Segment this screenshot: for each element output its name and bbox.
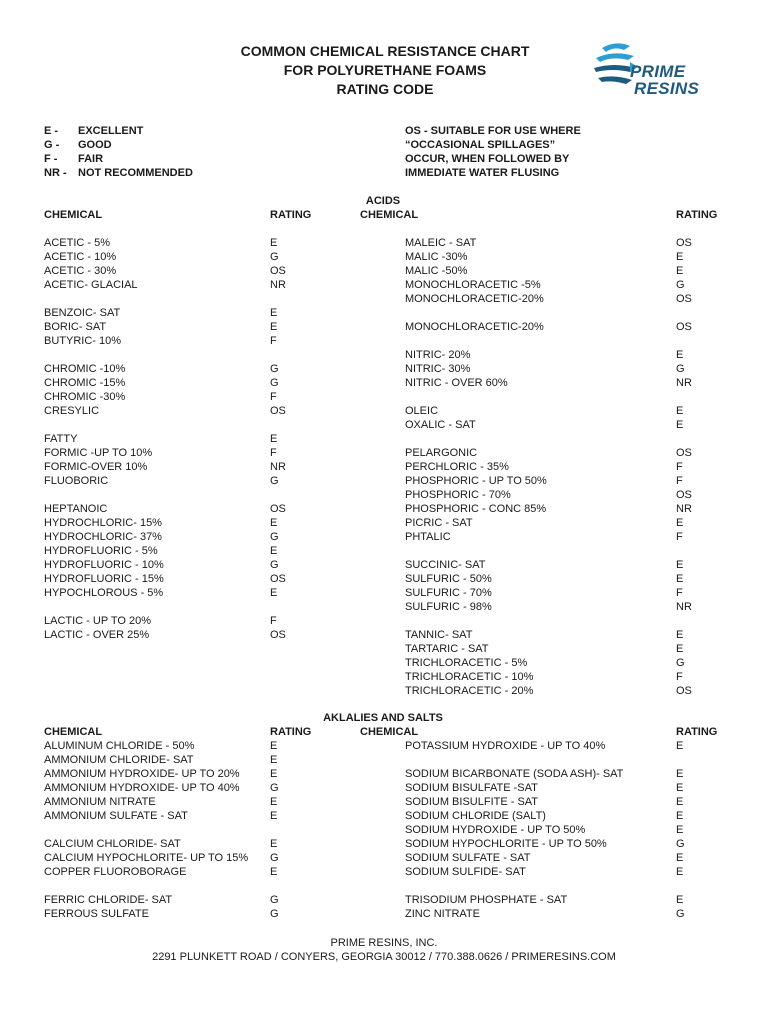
alkalies-left-rating-column bbox=[270, 739, 279, 921]
chemical-name: FORMIC-OVER 10% bbox=[44, 461, 148, 473]
chemical-name bbox=[405, 306, 547, 320]
chemical-name: CALCIUM HYPOCHLORITE- UP TO 15% bbox=[44, 852, 249, 864]
chemical-name: HYPOCHLOROUS - 5% bbox=[44, 587, 164, 599]
chemical-name: SULFURIC - 70% bbox=[405, 587, 492, 599]
rating-value: E bbox=[676, 740, 684, 752]
rating-value: E bbox=[270, 810, 278, 822]
title-line: COMMON CHEMICAL RESISTANCE CHART bbox=[240, 43, 530, 59]
chemical-name bbox=[44, 600, 164, 614]
rating-value: NR bbox=[270, 279, 286, 291]
chemical-name: HYDROFLUORIC - 5% bbox=[44, 545, 158, 557]
rating-value: F bbox=[270, 615, 277, 627]
rating-value: F bbox=[676, 671, 683, 683]
legend-code: F - bbox=[44, 153, 58, 165]
chemical-name: SODIUM BISULFATE -SAT bbox=[405, 782, 538, 794]
legend-meaning: FAIR bbox=[78, 153, 104, 165]
rating-value: F bbox=[676, 461, 683, 473]
chemical-name bbox=[405, 879, 623, 893]
chemical-name: TARTARIC - SAT bbox=[405, 643, 489, 655]
acids-right-chemical-column bbox=[405, 236, 547, 698]
chemical-name: BORIC- SAT bbox=[44, 321, 107, 333]
chemical-name bbox=[44, 879, 248, 893]
logo-text-resins: RESINS bbox=[634, 79, 700, 98]
chemical-name: SODIUM SULFIDE- SAT bbox=[405, 866, 526, 878]
rating-value: OS bbox=[676, 293, 692, 305]
rating-value: E bbox=[676, 265, 684, 277]
rating-value: E bbox=[270, 433, 278, 445]
rating-value: E bbox=[676, 251, 684, 263]
legend-code: G - bbox=[44, 139, 60, 151]
chemical-name: HEPTANOIC bbox=[44, 503, 108, 515]
rating-value: E bbox=[676, 643, 684, 655]
chemical-name: BENZOIC- SAT bbox=[44, 307, 121, 319]
chemical-name bbox=[405, 614, 547, 628]
chemical-name: MALEIC - SAT bbox=[405, 237, 477, 249]
rating-value: G bbox=[676, 838, 685, 850]
chemical-name: AMMONIUM NITRATE bbox=[44, 796, 156, 808]
rating-value: G bbox=[676, 363, 685, 375]
rating-value: OS bbox=[676, 321, 692, 333]
rating-value: G bbox=[270, 363, 279, 375]
rating-value: E bbox=[270, 237, 278, 249]
alkalies-section-title: AKLALIES AND SALTS bbox=[323, 712, 443, 724]
chemical-name: MONOCHLORACETIC-20% bbox=[405, 321, 544, 333]
rating-value: OS bbox=[270, 503, 286, 515]
footer-address: 2291 PLUNKETT ROAD / CONYERS, GEORGIA 30012 / 770.388.0626 / PRIMERESINS.COM bbox=[152, 951, 616, 963]
rating-value: E bbox=[270, 517, 278, 529]
chemical-name: SODIUM HYPOCHLORITE - UP TO 50% bbox=[405, 838, 607, 850]
legend-row bbox=[44, 124, 193, 138]
rating-value bbox=[676, 334, 692, 348]
rating-value: F bbox=[270, 391, 277, 403]
rating-value bbox=[676, 306, 692, 320]
rating-value: E bbox=[676, 559, 684, 571]
chemical-name: ACETIC- GLACIAL bbox=[44, 279, 138, 291]
rating-value: E bbox=[270, 740, 278, 752]
chemical-name: OLEIC bbox=[405, 405, 439, 417]
chemical-name: FATTY bbox=[44, 433, 78, 445]
rating-value: G bbox=[270, 531, 279, 543]
legend-row bbox=[44, 152, 193, 166]
rating-value: OS bbox=[270, 573, 286, 585]
chemical-name: NITRIC - OVER 60% bbox=[405, 377, 508, 389]
alkalies-left-chemical-header: CHEMICAL bbox=[44, 726, 103, 738]
acids-right-rating-header: RATING bbox=[676, 209, 718, 221]
chemical-name: ACETIC - 5% bbox=[44, 237, 111, 249]
chemical-name: LACTIC - UP TO 20% bbox=[44, 615, 151, 627]
rating-value: OS bbox=[676, 489, 692, 501]
rating-value: G bbox=[270, 559, 279, 571]
chemical-name: FLUOBORIC bbox=[44, 475, 109, 487]
chemical-name: SODIUM HYDROXIDE - UP TO 50% bbox=[405, 824, 586, 836]
chemical-name: PHOSPHORIC - UP TO 50% bbox=[405, 475, 547, 487]
acids-left-chemical-header: CHEMICAL bbox=[44, 209, 103, 221]
rating-value: OS bbox=[676, 237, 692, 249]
chemical-name: SODIUM SULFATE - SAT bbox=[405, 852, 531, 864]
rating-value: E bbox=[676, 824, 684, 836]
chemical-name bbox=[44, 418, 164, 432]
chemical-name: TANNIC- SAT bbox=[405, 629, 473, 641]
rating-value bbox=[270, 823, 279, 837]
chemical-name: HYDROCHLORIC- 37% bbox=[44, 531, 162, 543]
rating-value: E bbox=[270, 866, 278, 878]
rating-value: F bbox=[676, 587, 683, 599]
rating-value: NR bbox=[676, 503, 692, 515]
acids-left-chemical-column bbox=[44, 236, 164, 642]
chemical-name: PELARGONIC bbox=[405, 447, 478, 459]
chemical-name: TRICHLORACETIC - 20% bbox=[405, 685, 534, 697]
chemical-name: FORMIC -UP TO 10% bbox=[44, 447, 153, 459]
rating-value: E bbox=[676, 768, 684, 780]
chemical-name: NITRIC- 30% bbox=[405, 363, 471, 375]
rating-value: OS bbox=[676, 447, 692, 459]
rating-value bbox=[270, 348, 286, 362]
title-line: RATING CODE bbox=[336, 81, 434, 97]
rating-value: E bbox=[270, 321, 278, 333]
chemical-name: PHTALIC bbox=[405, 531, 451, 543]
os-note-line: “OCCASIONAL SPILLAGES” bbox=[405, 139, 556, 151]
legend-meaning: EXCELLENT bbox=[78, 125, 144, 137]
rating-value: E bbox=[676, 349, 684, 361]
chemical-name: FERROUS SULFATE bbox=[44, 908, 149, 920]
chemical-name: SUCCINIC- SAT bbox=[405, 559, 486, 571]
chemical-name: ACETIC - 10% bbox=[44, 251, 117, 263]
legend-code: NR - bbox=[44, 167, 67, 179]
rating-value: G bbox=[270, 251, 279, 263]
chemical-name: COPPER FLUOROBORAGE bbox=[44, 866, 187, 878]
rating-value: E bbox=[270, 307, 278, 319]
chemical-name: BUTYRIC- 10% bbox=[44, 335, 122, 347]
alkalies-right-chemical-column bbox=[405, 739, 623, 921]
rating-value: E bbox=[676, 852, 684, 864]
rating-value: E bbox=[270, 754, 278, 766]
chemical-name: PHOSPHORIC - 70% bbox=[405, 489, 511, 501]
chemical-name: NITRIC- 20% bbox=[405, 349, 471, 361]
rating-value bbox=[270, 418, 286, 432]
rating-value: G bbox=[270, 782, 279, 794]
prime-resins-logo bbox=[594, 40, 724, 100]
chemical-name bbox=[44, 823, 248, 837]
rating-value: OS bbox=[270, 629, 286, 641]
rating-value: E bbox=[676, 782, 684, 794]
acids-right-chemical-header: CHEMICAL bbox=[360, 209, 419, 221]
rating-value: G bbox=[270, 377, 279, 389]
chemical-name: CALCIUM CHLORIDE- SAT bbox=[44, 838, 181, 850]
rating-value: F bbox=[676, 475, 683, 487]
rating-value: G bbox=[676, 657, 685, 669]
rating-value: F bbox=[270, 447, 277, 459]
rating-value: E bbox=[270, 768, 278, 780]
rating-value: E bbox=[676, 796, 684, 808]
chemical-name bbox=[405, 544, 547, 558]
acids-section-title: ACIDS bbox=[365, 195, 401, 207]
logo-text-prime: PRIME bbox=[630, 62, 686, 81]
rating-value bbox=[676, 390, 692, 404]
chemical-name: AMMONIUM CHLORIDE- SAT bbox=[44, 754, 194, 766]
os-note bbox=[405, 124, 581, 180]
chemical-name: HYDROCHLORIC- 15% bbox=[44, 517, 162, 529]
rating-value: G bbox=[676, 908, 685, 920]
rating-value: E bbox=[676, 517, 684, 529]
rating-value bbox=[270, 488, 286, 502]
footer-company: PRIME RESINS, INC. bbox=[330, 937, 438, 949]
chemical-name: ALUMINUM CHLORIDE - 50% bbox=[44, 740, 195, 752]
rating-value: G bbox=[270, 852, 279, 864]
rating-value: OS bbox=[676, 685, 692, 697]
rating-value: G bbox=[676, 279, 685, 291]
rating-value: F bbox=[676, 531, 683, 543]
rating-value bbox=[270, 292, 286, 306]
legend-code: E - bbox=[44, 125, 59, 137]
rating-value: NR bbox=[270, 461, 286, 473]
rating-value: E bbox=[270, 796, 278, 808]
alkalies-left-chemical-column bbox=[44, 739, 248, 921]
chemical-name: MALIC -30% bbox=[405, 251, 468, 263]
rating-value: NR bbox=[676, 601, 692, 613]
legend-row bbox=[44, 166, 193, 180]
os-note-line: OS - SUITABLE FOR USE WHERE bbox=[405, 125, 581, 137]
rating-value bbox=[676, 614, 692, 628]
legend-row bbox=[44, 138, 193, 152]
chemical-name: CHROMIC -15% bbox=[44, 377, 126, 389]
alkalies-left-rating-header: RATING bbox=[270, 726, 312, 738]
chemical-name: AMMONIUM HYDROXIDE- UP TO 20% bbox=[44, 768, 240, 780]
chemical-name bbox=[405, 390, 547, 404]
rating-value bbox=[270, 600, 286, 614]
rating-value: E bbox=[676, 810, 684, 822]
title-line: FOR POLYURETHANE FOAMS bbox=[283, 62, 487, 78]
rating-value: OS bbox=[270, 265, 286, 277]
rating-value: F bbox=[270, 335, 277, 347]
chemical-name: OXALIC - SAT bbox=[405, 419, 476, 431]
rating-value: NR bbox=[676, 377, 692, 389]
chemical-name bbox=[44, 348, 164, 362]
rating-legend bbox=[44, 124, 193, 180]
chemical-name: SODIUM CHLORIDE (SALT) bbox=[405, 810, 546, 822]
page-title bbox=[180, 42, 590, 99]
chemical-name bbox=[44, 488, 164, 502]
chemical-name bbox=[405, 334, 547, 348]
rating-value: E bbox=[676, 894, 684, 906]
chemical-name: ZINC NITRATE bbox=[405, 908, 480, 920]
chemical-name: PICRIC - SAT bbox=[405, 517, 473, 529]
os-note-line: OCCUR, WHEN FOLLOWED BY bbox=[405, 153, 570, 165]
legend-meaning: NOT RECOMMENDED bbox=[78, 167, 193, 179]
chemical-name: POTASSIUM HYDROXIDE - UP TO 40% bbox=[405, 740, 606, 752]
chemical-name: CHROMIC -10% bbox=[44, 363, 126, 375]
rating-value bbox=[676, 879, 685, 893]
rating-value bbox=[676, 544, 692, 558]
chemical-name: FERRIC CHLORIDE- SAT bbox=[44, 894, 173, 906]
os-note-line: IMMEDIATE WATER FLUSING bbox=[405, 167, 560, 179]
chemical-name bbox=[405, 753, 623, 767]
chemical-name: ACETIC - 30% bbox=[44, 265, 117, 277]
rating-value: G bbox=[270, 908, 279, 920]
chemical-name bbox=[44, 292, 164, 306]
acids-left-rating-header: RATING bbox=[270, 209, 312, 221]
chemical-name: HYDROFLUORIC - 10% bbox=[44, 559, 164, 571]
rating-value bbox=[676, 432, 692, 446]
chemical-name: LACTIC - OVER 25% bbox=[44, 629, 150, 641]
chemical-name: SODIUM BICARBONATE (SODA ASH)- SAT bbox=[405, 768, 624, 780]
rating-value bbox=[270, 879, 279, 893]
chemical-name: PERCHLORIC - 35% bbox=[405, 461, 509, 473]
alkalies-right-rating-column bbox=[676, 739, 685, 921]
rating-value: E bbox=[270, 587, 278, 599]
chemical-name: SULFURIC - 98% bbox=[405, 601, 492, 613]
chemical-name: TRICHLORACETIC - 10% bbox=[405, 671, 534, 683]
chemical-name: AMMONIUM SULFATE - SAT bbox=[44, 810, 188, 822]
acids-left-rating-column bbox=[270, 236, 286, 642]
chemical-name: MONOCHLORACETIC-20% bbox=[405, 293, 544, 305]
rating-value: E bbox=[676, 866, 684, 878]
chemical-name: MALIC -50% bbox=[405, 265, 468, 277]
alkalies-right-rating-header: RATING bbox=[676, 726, 718, 738]
legend-meaning: GOOD bbox=[78, 139, 112, 151]
chemical-name: TRICHLORACETIC - 5% bbox=[405, 657, 528, 669]
chemical-name: HYDROFLUORIC - 15% bbox=[44, 573, 164, 585]
alkalies-right-chemical-header: CHEMICAL bbox=[360, 726, 419, 738]
rating-value: E bbox=[676, 629, 684, 641]
rating-value: G bbox=[270, 475, 279, 487]
chemical-name: CRESYLIC bbox=[44, 405, 100, 417]
rating-value: E bbox=[676, 405, 684, 417]
chemical-name bbox=[405, 432, 547, 446]
rating-value bbox=[676, 753, 685, 767]
rating-value: OS bbox=[270, 405, 286, 417]
chemical-name: SULFURIC - 50% bbox=[405, 573, 492, 585]
rating-value: E bbox=[676, 573, 684, 585]
chemical-name: MONOCHLORACETIC -5% bbox=[405, 279, 541, 291]
chemical-name: AMMONIUM HYDROXIDE- UP TO 40% bbox=[44, 782, 240, 794]
chemical-name: SODIUM BISULFITE - SAT bbox=[405, 796, 539, 808]
rating-value: E bbox=[676, 419, 684, 431]
rating-value: E bbox=[270, 545, 278, 557]
chemical-name: CHROMIC -30% bbox=[44, 391, 126, 403]
rating-value: E bbox=[270, 838, 278, 850]
acids-right-rating-column bbox=[676, 236, 692, 698]
rating-value: G bbox=[270, 894, 279, 906]
chemical-name: TRISODIUM PHOSPHATE - SAT bbox=[405, 894, 568, 906]
chemical-name: PHOSPHORIC - CONC 85% bbox=[405, 503, 547, 515]
